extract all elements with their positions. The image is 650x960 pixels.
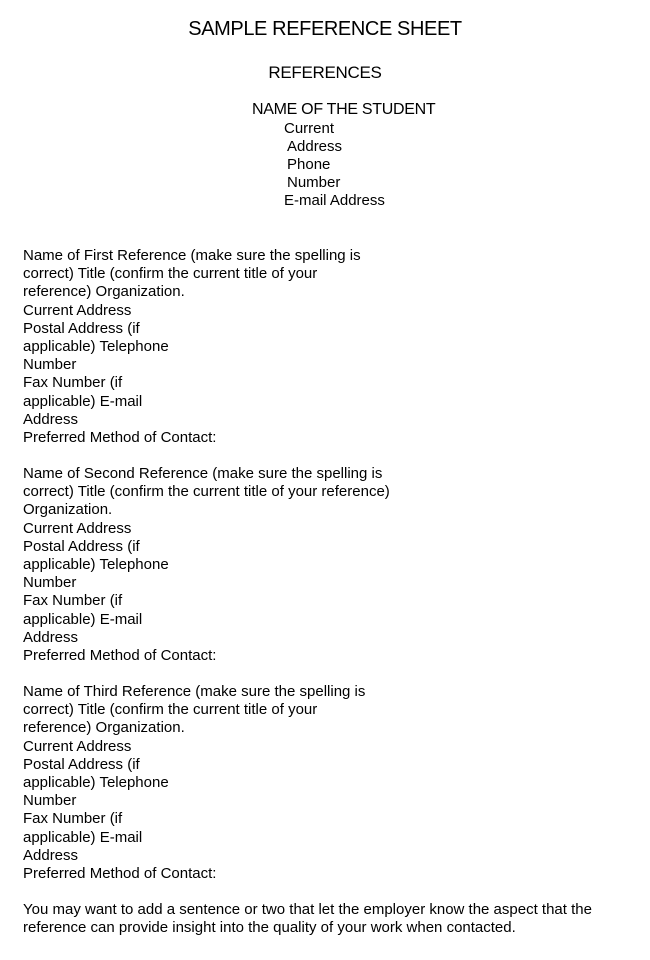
reference-line: Fax Number (if [23,374,123,392]
reference-line: applicable) Telephone [23,556,169,574]
section-heading-references: REFERENCES [268,63,382,82]
reference-line: Preferred Method of Contact: [23,865,217,883]
reference-line: Name of Third Reference (make sure the spelling is [23,683,366,700]
reference-line: Number [23,574,77,592]
reference-line: Current Address [23,737,132,755]
reference-line: Address [23,410,79,428]
reference-line: applicable) E-mail [23,828,143,846]
reference-line: Name of First Reference (make sure the spelling is [23,247,361,264]
reference-line: Number [23,792,77,810]
reference-line: Postal Address (if [23,755,140,773]
reference-line: applicable) E-mail [23,610,143,628]
reference-line: Number [23,356,77,374]
reference-line: Fax Number (if [23,592,123,610]
reference-line: Fax Number (if [23,810,123,828]
reference-line: reference) Organization. [23,719,185,737]
page-title: SAMPLE REFERENCE SHEET [188,18,462,40]
student-line-number: Number [287,174,341,191]
reference-second [23,465,390,665]
student-line-email: E-mail Address [284,192,385,209]
closing-line: You may want to add a sentence or two that let the employer know the aspect that the [23,901,592,918]
reference-line: correct) Title (confirm the current title of your [23,701,318,719]
closing-paragraph [23,901,592,937]
reference-line: Current Address [23,301,132,319]
reference-line: applicable) Telephone [23,774,169,792]
reference-line: correct) Title (confirm the current title of your reference) [23,483,390,501]
reference-line: Current Address [23,519,132,537]
student-line-address: Address [287,138,343,155]
reference-line: Address [23,628,79,646]
reference-line: applicable) E-mail [23,392,143,410]
student-line-current: Current [284,120,335,137]
reference-line: correct) Title (confirm the current title of your [23,265,318,283]
reference-third [23,683,365,883]
reference-line: applicable) Telephone [23,338,169,356]
reference-line: Name of Second Reference (make sure the spelling is [23,465,383,482]
reference-first [23,247,361,447]
reference-line: Organization. [23,501,113,519]
student-name: NAME OF THE STUDENT [252,101,436,118]
reference-line: Address [23,846,79,864]
closing-line: reference can provide insight into the quality of your work when contacted. [23,919,516,937]
student-line-phone: Phone [287,156,331,173]
reference-line: Postal Address (if [23,319,140,337]
reference-line: Postal Address (if [23,537,140,555]
reference-line: Preferred Method of Contact: [23,429,217,447]
reference-line: Preferred Method of Contact: [23,647,217,665]
reference-line: reference) Organization. [23,283,185,301]
